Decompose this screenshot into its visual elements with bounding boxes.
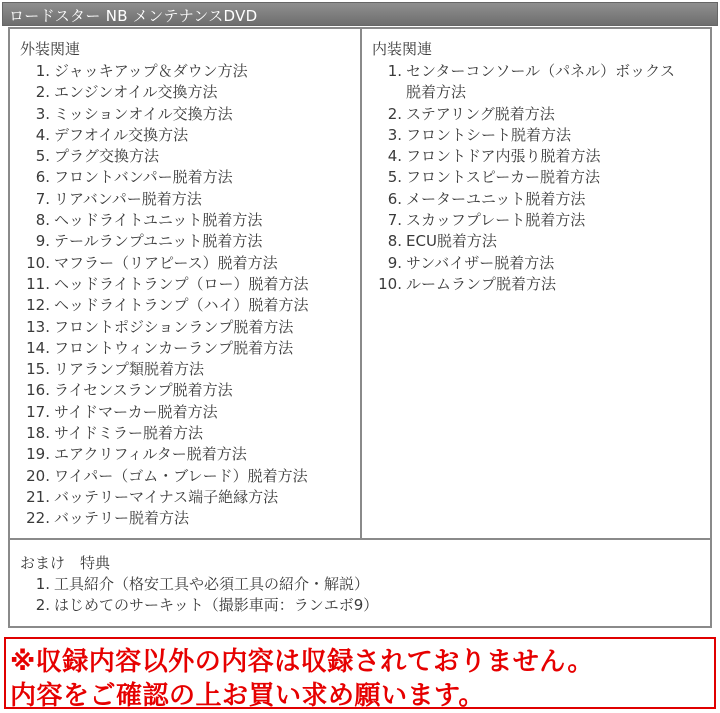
list-item: [376, 104, 702, 125]
item-label: ルームランプ脱着方法: [406, 274, 557, 293]
item-label: テールランプユニット脱着方法: [54, 232, 263, 251]
list-item: [24, 253, 354, 274]
item-number: 9.: [387, 253, 402, 272]
list-item: [24, 104, 354, 125]
item-number: 14.: [26, 338, 50, 357]
item-label: フロントドア内張り脱着方法: [406, 147, 601, 166]
item-label: リアバンパー脱着方法: [54, 189, 202, 208]
item-number: 13.: [26, 317, 50, 336]
item-number: 6.: [35, 168, 50, 187]
item-number: 2.: [35, 83, 50, 102]
item-number: 2.: [35, 596, 50, 615]
item-number: 5.: [35, 147, 50, 166]
item-number: 8.: [35, 211, 50, 230]
item-number: 2.: [387, 104, 402, 123]
list-item: [24, 231, 354, 252]
item-number: 11.: [26, 274, 50, 293]
item-number: 10.: [378, 274, 402, 293]
list-item: [24, 338, 354, 359]
item-number: 4.: [35, 125, 50, 144]
item-label: プラグ交換方法: [54, 147, 160, 166]
list-item: [24, 380, 354, 401]
list-item: [24, 274, 354, 295]
item-label: エンジンオイル交換方法: [54, 83, 218, 102]
item-number: 6.: [387, 189, 402, 208]
list-item: [24, 167, 354, 188]
title-bar: [2, 2, 718, 26]
bonus-list: [24, 574, 624, 617]
bonus-section: [10, 540, 710, 626]
interior-list: [376, 61, 702, 295]
item-label: デフオイル交換方法: [54, 125, 189, 144]
item-number: 7.: [387, 211, 402, 230]
list-item: [24, 189, 354, 210]
notice-line-1: ※収録内容以外の内容は収録されておりません。: [10, 647, 594, 677]
item-label: バッテリー脱着方法: [54, 509, 190, 528]
item-number: 16.: [26, 381, 50, 400]
exterior-section: [10, 29, 362, 540]
list-item: [24, 82, 354, 103]
item-label: ライセンスランプ脱着方法: [54, 381, 233, 400]
item-label: フロントスピーカー脱着方法: [406, 168, 600, 187]
item-label: ヘッドライトランプ（ロー）脱着方法: [54, 274, 309, 293]
list-item: [376, 125, 702, 146]
list-item: [376, 231, 702, 252]
list-item: [24, 61, 354, 82]
item-label: エアクリフィルター脱着方法: [54, 445, 247, 464]
list-item: [24, 125, 354, 146]
item-number: 4.: [387, 147, 402, 166]
item-label: ジャッキアップ＆ダウン方法: [54, 62, 248, 80]
item-label: バッテリーマイナス端子絶縁方法: [54, 487, 279, 506]
list-item: [376, 189, 702, 210]
notice-box: [4, 637, 716, 709]
item-number: 12.: [26, 296, 50, 315]
list-item: [376, 210, 702, 231]
item-label: ECU脱着方法: [406, 232, 497, 251]
list-item: [24, 487, 354, 508]
item-number: 15.: [26, 360, 50, 379]
list-item: [24, 466, 354, 487]
item-label: フロントポジションランプ脱着方法: [54, 317, 294, 336]
item-number: 20.: [26, 466, 50, 485]
item-label: ミッションオイル交換方法: [54, 104, 233, 123]
interior-section: [362, 29, 710, 540]
item-label: ヘッドライトユニット脱着方法: [54, 211, 263, 230]
item-number: 3.: [387, 125, 402, 144]
list-item: [24, 444, 354, 465]
list-item: [376, 61, 702, 104]
item-label: フロントバンパー脱着方法: [54, 168, 233, 187]
item-label: スカッフプレート脱着方法: [406, 211, 586, 230]
item-number: 1.: [35, 575, 50, 593]
item-number: 18.: [26, 424, 50, 443]
item-label: サイドミラー脱着方法: [54, 424, 203, 443]
item-number: 21.: [26, 487, 50, 506]
list-item: [24, 295, 354, 316]
list-item: [24, 508, 354, 529]
item-label: サイドマーカー脱着方法: [54, 402, 218, 421]
item-number: 10.: [26, 253, 50, 272]
item-label: リアランプ類脱着方法: [54, 360, 205, 379]
list-item: [24, 210, 354, 231]
item-label: ヘッドライトランプ（ハイ）脱着方法: [54, 296, 309, 315]
item-number: 19.: [26, 445, 50, 464]
item-label: センターコンソール（パネル）ボックス脱着方法: [406, 62, 675, 102]
item-label: メーターユニット脱着方法: [406, 189, 586, 208]
list-item: [376, 167, 702, 188]
list-item: [24, 595, 624, 616]
list-item: [24, 402, 354, 423]
list-item: [24, 423, 354, 444]
item-label: はじめてのサーキット（撮影車両：ランエボ9）: [54, 596, 379, 615]
list-item: [376, 253, 702, 274]
item-number: 3.: [35, 104, 50, 123]
contents-table: [8, 27, 712, 628]
notice-line-2: 内容をご確認の上お買い求め願います。: [10, 681, 485, 711]
item-number: 8.: [387, 232, 402, 251]
list-item: [24, 146, 354, 167]
item-label: フロントウィンカーランプ脱着方法: [54, 338, 294, 357]
item-number: 22.: [26, 509, 50, 528]
list-item: [376, 274, 702, 295]
exterior-list: [24, 61, 354, 530]
list-item: [24, 359, 354, 380]
item-label: 工具紹介（格安工具や必須工具の紹介・解説）: [54, 575, 370, 593]
item-number: 9.: [35, 232, 50, 251]
window-title: ロードスター NB メンテナンスDVD: [9, 7, 258, 25]
list-item: [376, 146, 702, 167]
item-label: フロントシート脱着方法: [406, 125, 572, 144]
exterior-heading: 外装関連: [20, 40, 81, 58]
item-number: 1.: [387, 62, 402, 80]
item-number: 7.: [35, 189, 50, 208]
item-number: 1.: [35, 62, 50, 80]
item-number: 17.: [26, 402, 50, 421]
list-item: [24, 574, 624, 595]
item-number: 5.: [387, 168, 402, 187]
interior-heading: 内装関連: [372, 40, 433, 58]
item-label: サンバイザー脱着方法: [406, 253, 555, 272]
bonus-heading: おまけ 特典: [20, 554, 111, 572]
list-item: [24, 317, 354, 338]
item-label: ステアリング脱着方法: [406, 104, 555, 123]
item-label: マフラー（リアピース）脱着方法: [54, 253, 278, 272]
item-label: ワイパー（ゴム・ブレード）脱着方法: [54, 466, 308, 485]
